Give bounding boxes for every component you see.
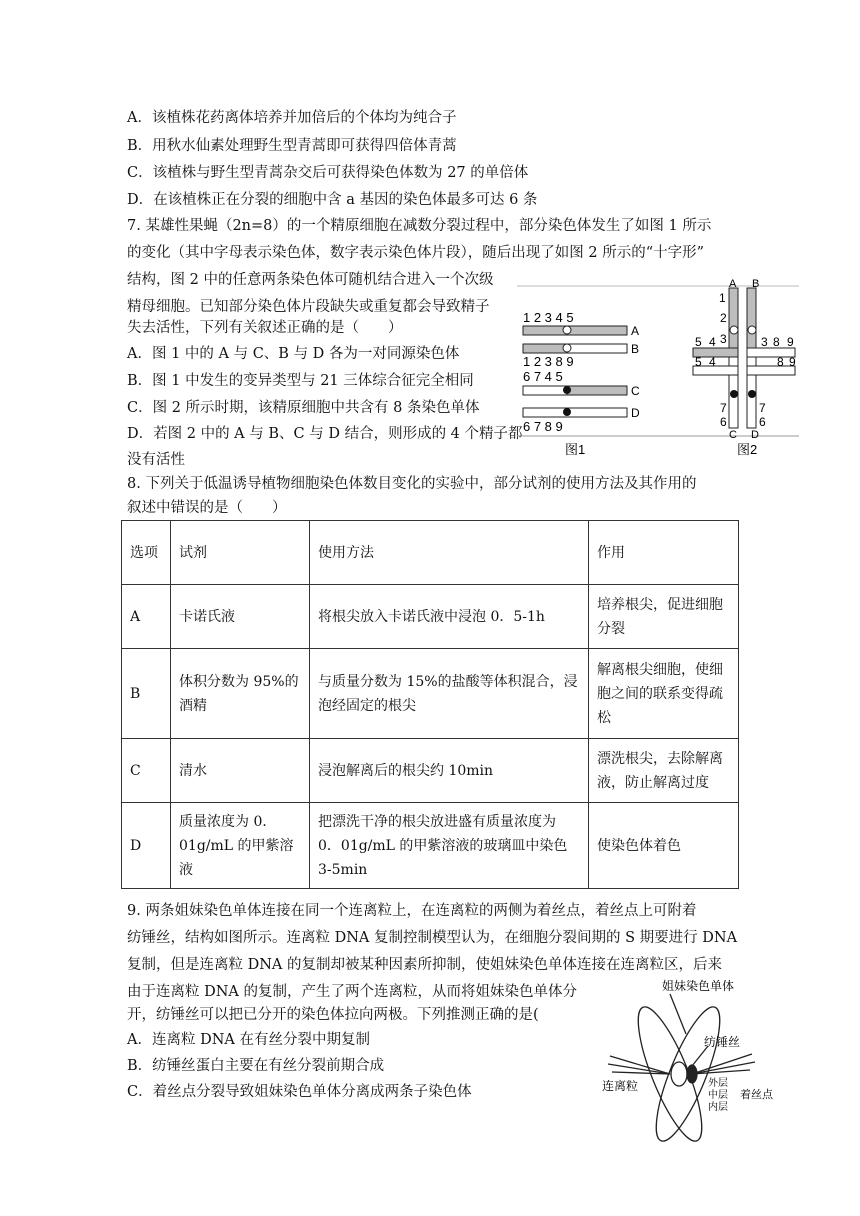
q6-option-b: B．用秋水仙素处理野生型青蒿即可获得四倍体青蒿 bbox=[127, 138, 457, 154]
svg-text:3: 3 bbox=[761, 335, 768, 349]
svg-text:6: 6 bbox=[759, 415, 766, 429]
q6-option-c: C．该植株与野生型青蒿杂交后可获得染色体数为 27 的单倍体 bbox=[127, 165, 529, 181]
svg-text:6: 6 bbox=[720, 415, 727, 429]
q9-option-a: A．连离粒 DNA 在有丝分裂中期复制 bbox=[127, 1032, 370, 1048]
label-kinetochore: 着丝点 bbox=[740, 1089, 773, 1101]
q9-option-b: B．纺锤丝蛋白主要在有丝分裂前期合成 bbox=[127, 1058, 385, 1074]
fig2 bbox=[693, 278, 796, 457]
fig2-letter-a: A bbox=[729, 278, 737, 290]
q7-option-b: B．图 1 中发生的变异类型与 21 三体综合征完全相同 bbox=[127, 373, 474, 389]
svg-text:2: 2 bbox=[720, 311, 727, 325]
q7-stem-line-2: 的变化（其中字母表示染色体，数字表示染色体片段），随后出现了如图 2 所示的“十字形” bbox=[127, 245, 705, 261]
header-method: 使用方法 bbox=[310, 521, 589, 585]
q7-option-a: A．图 1 中的 A 与 C、B 与 D 各为一对同源染色体 bbox=[127, 346, 460, 362]
q6-option-d: D．在该植株正在分裂的细胞中含 a 基因的染色体最多可达 6 条 bbox=[127, 192, 538, 208]
sister-chromatid-figure bbox=[600, 976, 800, 1146]
q7-stem-line-3: 结构，图 2 中的任意两条染色体可随机结合进入一个次级 bbox=[127, 272, 494, 288]
svg-text:4: 4 bbox=[709, 335, 716, 349]
q9-option-c: C．着丝点分裂导致姐妹染色单体分离成两条子染色体 bbox=[127, 1084, 472, 1100]
fig1-c-letter: C bbox=[631, 384, 640, 398]
fig1-b-letter: B bbox=[631, 342, 640, 356]
header-function: 作用 bbox=[589, 521, 739, 585]
fig1-d-letter: D bbox=[631, 406, 640, 420]
q8-stem-line-2: 叙述中错误的是（ ） bbox=[127, 500, 287, 516]
q7-stem-line-1: 7. 某雄性果蝇（2n=8）的一个精原细胞在减数分裂过程中，部分染色体发生了如图 1 所示 bbox=[127, 218, 712, 234]
table-row: D 质量浓度为 0．01g/mL 的甲紫溶液 把漂洗干净的根尖放进盛有质量浓度为 0．01g/mL 的甲紫溶液的玻璃皿中染色 3-5min 使染色体着色 bbox=[122, 803, 739, 889]
svg-text:8: 8 bbox=[777, 355, 784, 369]
fig1-c-numbers: 6 7 4 5 bbox=[523, 369, 563, 384]
svg-text:9: 9 bbox=[787, 335, 794, 349]
fig2-letter-c: C bbox=[729, 429, 737, 441]
table-row: A 卡诺氏液 将根尖放入卡诺氏液中浸泡 0．5-1h 培养根尖，促进细胞分裂 bbox=[122, 585, 739, 649]
q7-option-c: C．图 2 所示时期，该精原细胞中共含有 8 条染色单体 bbox=[127, 400, 480, 416]
label-centromere: 连离粒 bbox=[602, 1079, 639, 1093]
svg-text:5: 5 bbox=[695, 355, 702, 369]
header-reagent: 试剂 bbox=[171, 521, 310, 585]
table-header-row bbox=[122, 521, 739, 585]
fig1-d-numbers: 6 7 8 9 bbox=[523, 419, 563, 434]
q9-stem-line-1: 9. 两条姐妹染色单体连接在同一个连离粒上，在连离粒的两侧为着丝点，着丝点上可附着 bbox=[127, 903, 697, 919]
svg-text:5: 5 bbox=[695, 335, 702, 349]
svg-text:1: 1 bbox=[719, 291, 726, 305]
fig1-caption: 图1 bbox=[565, 442, 586, 457]
q7-option-d: D．若图 2 中的 A 与 B、C 与 D 结合，则形成的 4 个精子都 bbox=[127, 426, 523, 442]
q7-stem-line-5: 失去活性，下列有关叙述正确的是（ ） bbox=[127, 320, 403, 336]
q6-option-a: A．该植株花药离体培养并加倍后的个体均为纯合子 bbox=[127, 110, 457, 126]
svg-text:7: 7 bbox=[720, 401, 727, 415]
q9-stem-line-5: 开，纺锤丝可以把已分开的染色体拉向两极。下列推测正确的是( bbox=[127, 1007, 539, 1023]
fig1-a-numbers: 1 2 3 4 5 bbox=[523, 310, 574, 325]
table-row: B 体积分数为 95%的酒精 与质量分数为 15%的盐酸等体积混合，浸泡经固定的根尖 解离根尖细胞，使细胞之间的联系变得疏松 bbox=[122, 649, 739, 739]
fig2-letter-b: B bbox=[752, 278, 760, 290]
label-middle: 中层 bbox=[708, 1090, 728, 1101]
chromosome-figure bbox=[515, 278, 805, 460]
q9-stem-line-3: 复制，但是连离粒 DNA 的复制却被某种因素所抑制，使姐妹染色单体连接在连离粒区，后来 bbox=[127, 957, 722, 973]
label-spindle: 纺锤丝 bbox=[704, 1035, 741, 1049]
svg-text:7: 7 bbox=[759, 401, 766, 415]
fig2-letter-d: D bbox=[751, 429, 759, 441]
fig2-caption: 图2 bbox=[737, 442, 758, 457]
label-outer: 外层 bbox=[708, 1078, 728, 1089]
q9-stem-line-2: 纺锤丝，结构如图所示。连离粒 DNA 复制控制模型认为，在细胞分裂间期的 S 期要进行 DNA bbox=[127, 930, 738, 946]
svg-text:8: 8 bbox=[773, 335, 780, 349]
label-sister-chromatid: 姐妹染色单体 bbox=[662, 979, 735, 993]
q9-stem-line-4: 由于连离粒 DNA 的复制，产生了两个连离粒，从而将姐妹染色单体分 bbox=[127, 984, 578, 1000]
fig1-a-letter: A bbox=[631, 324, 640, 338]
svg-text:4: 4 bbox=[709, 355, 716, 369]
label-inner: 内层 bbox=[708, 1102, 728, 1113]
q8-table bbox=[121, 520, 739, 889]
fig1-b-numbers: 1 2 3 8 9 bbox=[523, 354, 574, 369]
table-row: C 清水 浸泡解离后的根尖约 10min 漂洗根尖，去除解离液，防止解离过度 bbox=[122, 739, 739, 803]
q8-stem-line-1: 8. 下列关于低温诱导植物细胞染色体数目变化的实验中，部分试剂的使用方法及其作用的 bbox=[127, 476, 697, 492]
svg-text:9: 9 bbox=[789, 355, 796, 369]
svg-text:3: 3 bbox=[720, 332, 727, 346]
q7-stem-line-4: 精母细胞。已知部分染色体片段缺失或重复都会导致精子 bbox=[127, 299, 490, 315]
q7-option-d-cont: 没有活性 bbox=[127, 452, 185, 468]
header-option: 选项 bbox=[122, 521, 171, 585]
